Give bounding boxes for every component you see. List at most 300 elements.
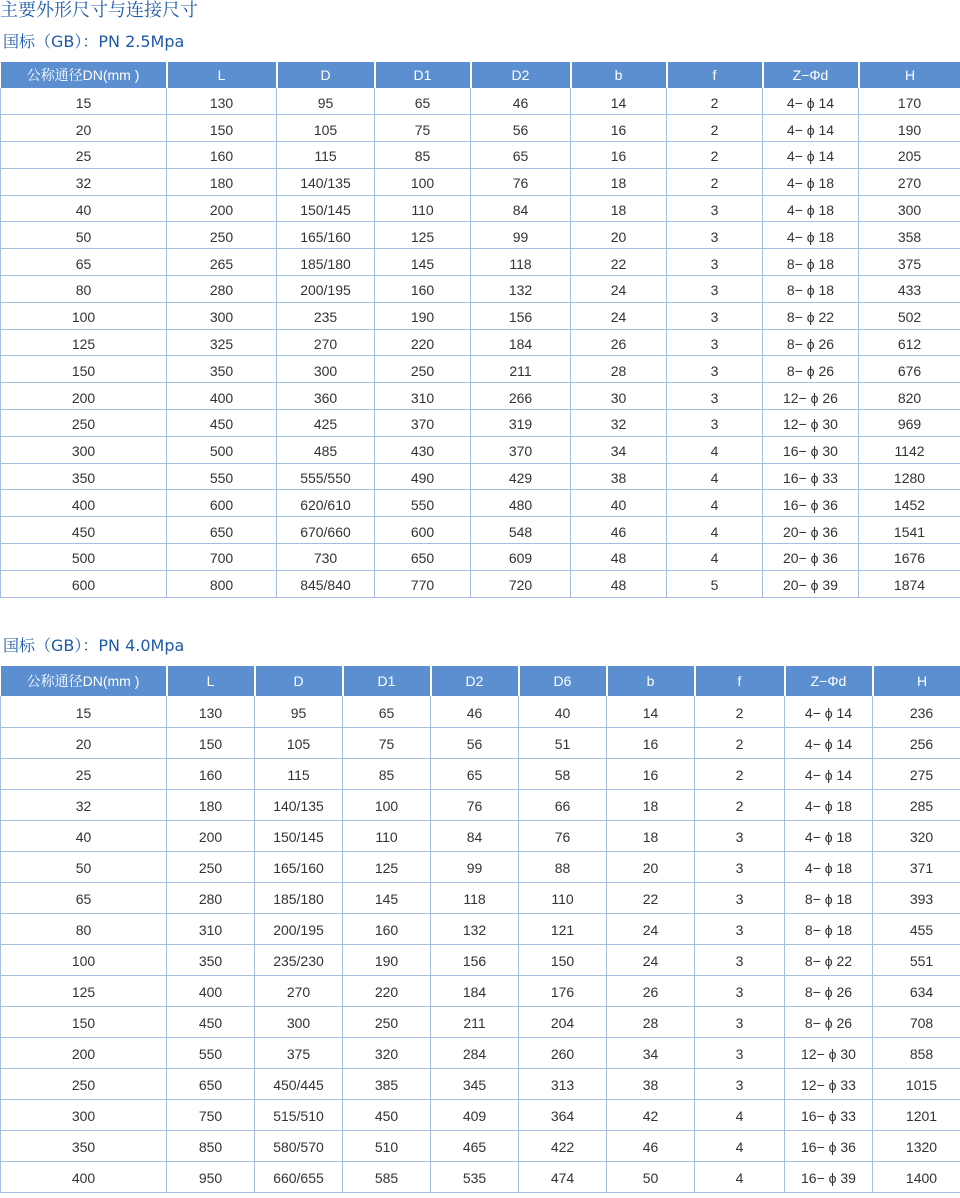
table-cell: 105 [277, 115, 375, 142]
table-cell: 12− ϕ 26 [763, 383, 859, 410]
table-cell: 32 [1, 789, 167, 820]
table-cell: 16 [571, 142, 667, 169]
table-cell: 100 [343, 789, 431, 820]
table-cell: 1541 [859, 517, 960, 544]
table-cell: 256 [873, 727, 960, 758]
table-cell: 385 [343, 1068, 431, 1099]
table-cell: 99 [471, 222, 571, 249]
table-cell: 515/510 [255, 1099, 343, 1130]
column-header: Z−Φd [763, 62, 859, 88]
table-cell: 8− ϕ 18 [785, 882, 873, 913]
table-cell: 38 [571, 463, 667, 490]
table-cell: 65 [1, 882, 167, 913]
table-cell: 490 [375, 463, 471, 490]
table-cell: 40 [571, 490, 667, 517]
table-cell: 708 [873, 1006, 960, 1037]
table-cell: 375 [255, 1037, 343, 1068]
table-cell: 969 [859, 410, 960, 437]
table-row [1, 490, 960, 517]
table-cell: 550 [167, 463, 277, 490]
table-cell: 24 [571, 302, 667, 329]
table-cell: 300 [167, 302, 277, 329]
table-cell: 75 [343, 727, 431, 758]
table-cell: 400 [167, 383, 277, 410]
table-cell: 80 [1, 913, 167, 944]
column-header: f [667, 62, 763, 88]
table-cell: 350 [167, 944, 255, 975]
table-cell: 950 [167, 1161, 255, 1192]
table-cell: 99 [431, 851, 519, 882]
table-cell: 300 [1, 1099, 167, 1130]
table-row [1, 1068, 960, 1099]
table-cell: 422 [519, 1130, 607, 1161]
table-header-row [1, 666, 960, 696]
table-cell: 200/195 [255, 913, 343, 944]
table-cell: 18 [607, 820, 695, 851]
table-cell: 350 [167, 356, 277, 383]
table-row [1, 222, 960, 249]
table-row [1, 913, 960, 944]
table-row [1, 276, 960, 303]
table-cell: 375 [859, 249, 960, 276]
table-cell: 32 [571, 410, 667, 437]
table-row [1, 851, 960, 882]
table-cell: 51 [519, 727, 607, 758]
table-cell: 4− ϕ 14 [763, 88, 859, 115]
table-cell: 20− ϕ 39 [763, 570, 859, 597]
table-row [1, 727, 960, 758]
table-cell: 450 [1, 517, 167, 544]
table-cell: 100 [1, 302, 167, 329]
table-cell: 211 [431, 1006, 519, 1037]
table-cell: 433 [859, 276, 960, 303]
table-cell: 300 [1, 436, 167, 463]
table-row [1, 1130, 960, 1161]
column-header: H [873, 666, 960, 696]
table-cell: 585 [343, 1161, 431, 1192]
table-cell: 2 [667, 168, 763, 195]
table-cell: 845/840 [277, 570, 375, 597]
table-cell: 4 [695, 1099, 785, 1130]
table-cell: 485 [277, 436, 375, 463]
table-row [1, 249, 960, 276]
table-cell: 145 [343, 882, 431, 913]
table-cell: 3 [667, 383, 763, 410]
column-header: Z−Φd [785, 666, 873, 696]
table-cell: 4 [667, 544, 763, 571]
table-cell: 555/550 [277, 463, 375, 490]
table-row [1, 1099, 960, 1130]
table-cell: 350 [1, 463, 167, 490]
table-cell: 284 [431, 1037, 519, 1068]
table-cell: 16 [607, 727, 695, 758]
column-header: 公称通径DN(mm ) [1, 62, 167, 88]
table-cell: 156 [431, 944, 519, 975]
column-header: D [277, 62, 375, 88]
table-cell: 50 [1, 222, 167, 249]
table-cell: 400 [1, 490, 167, 517]
table-cell: 2 [667, 88, 763, 115]
table-cell: 18 [571, 168, 667, 195]
table-cell: 130 [167, 88, 277, 115]
table-cell: 16− ϕ 36 [785, 1130, 873, 1161]
table-cell: 285 [873, 789, 960, 820]
table-cell: 8− ϕ 18 [785, 913, 873, 944]
table-cell: 2 [667, 142, 763, 169]
table-cell: 3 [695, 882, 785, 913]
table-row [1, 570, 960, 597]
table-cell: 110 [375, 195, 471, 222]
table-cell: 156 [471, 302, 571, 329]
table-cell: 18 [571, 195, 667, 222]
table-cell: 3 [695, 820, 785, 851]
table-cell: 4− ϕ 18 [763, 168, 859, 195]
table-cell: 85 [375, 142, 471, 169]
table-cell: 211 [471, 356, 571, 383]
table-title-pn25: 国标（GB）：PN 2.5Mpa [3, 32, 185, 51]
table-cell: 24 [607, 944, 695, 975]
table-cell: 76 [519, 820, 607, 851]
table-cell: 535 [431, 1161, 519, 1192]
column-header: D2 [431, 666, 519, 696]
table-cell: 125 [1, 975, 167, 1006]
table-header-row [1, 62, 960, 88]
table-cell: 1142 [859, 436, 960, 463]
table-cell: 185/180 [277, 249, 375, 276]
table-cell: 26 [571, 329, 667, 356]
table-cell: 4− ϕ 18 [785, 820, 873, 851]
table-cell: 502 [859, 302, 960, 329]
table-cell: 46 [471, 88, 571, 115]
table-cell: 88 [519, 851, 607, 882]
table-cell: 8− ϕ 18 [763, 249, 859, 276]
table-cell: 750 [167, 1099, 255, 1130]
table-cell: 612 [859, 329, 960, 356]
table-cell: 250 [375, 356, 471, 383]
table-cell: 1676 [859, 544, 960, 571]
table-cell: 14 [607, 696, 695, 727]
table-cell: 858 [873, 1037, 960, 1068]
table-cell: 465 [431, 1130, 519, 1161]
table-cell: 15 [1, 696, 167, 727]
column-header: 公称通径DN(mm ) [1, 666, 167, 696]
table-cell: 370 [471, 436, 571, 463]
table-cell: 3 [695, 944, 785, 975]
table-cell: 480 [471, 490, 571, 517]
table-cell: 450/445 [255, 1068, 343, 1099]
table-cell: 358 [859, 222, 960, 249]
table-cell: 4− ϕ 18 [763, 222, 859, 249]
column-header: L [167, 62, 277, 88]
table-cell: 425 [277, 410, 375, 437]
table-cell: 4− ϕ 14 [785, 758, 873, 789]
table-cell: 150 [519, 944, 607, 975]
table-cell: 84 [471, 195, 571, 222]
table-cell: 320 [343, 1037, 431, 1068]
column-header: D2 [471, 62, 571, 88]
table-cell: 48 [571, 570, 667, 597]
table-cell: 8− ϕ 22 [785, 944, 873, 975]
table-cell: 4 [667, 490, 763, 517]
column-header: b [571, 62, 667, 88]
table-cell: 609 [471, 544, 571, 571]
table-cell: 190 [859, 115, 960, 142]
table-cell: 12− ϕ 30 [785, 1037, 873, 1068]
table-row [1, 758, 960, 789]
table-cell: 220 [375, 329, 471, 356]
table-cell: 250 [167, 222, 277, 249]
table-cell: 165/160 [277, 222, 375, 249]
table-cell: 118 [431, 882, 519, 913]
table-cell: 22 [571, 249, 667, 276]
table-cell: 250 [1, 1068, 167, 1099]
table-cell: 8− ϕ 26 [785, 1006, 873, 1037]
table-cell: 455 [873, 913, 960, 944]
table-cell: 28 [607, 1006, 695, 1037]
table-cell: 42 [607, 1099, 695, 1130]
table-cell: 20 [1, 115, 167, 142]
page-title: 主要外形尺寸与连接尺寸 [0, 0, 198, 21]
table-cell: 620/610 [277, 490, 375, 517]
table-row [1, 383, 960, 410]
table-cell: 95 [277, 88, 375, 115]
table-cell: 270 [277, 329, 375, 356]
table-row [1, 975, 960, 1006]
table-cell: 125 [375, 222, 471, 249]
table-cell: 130 [167, 696, 255, 727]
table-cell: 600 [167, 490, 277, 517]
table-cell: 204 [519, 1006, 607, 1037]
table-cell: 200 [167, 820, 255, 851]
table-cell: 20 [571, 222, 667, 249]
table-cell: 20 [607, 851, 695, 882]
table-cell: 450 [343, 1099, 431, 1130]
table-cell: 236 [873, 696, 960, 727]
table-cell: 38 [607, 1068, 695, 1099]
table-cell: 165/160 [255, 851, 343, 882]
table-cell: 660/655 [255, 1161, 343, 1192]
table-cell: 400 [1, 1161, 167, 1192]
table-cell: 310 [375, 383, 471, 410]
table-cell: 2 [695, 696, 785, 727]
table-cell: 150/145 [277, 195, 375, 222]
table-cell: 500 [1, 544, 167, 571]
table-cell: 16− ϕ 39 [785, 1161, 873, 1192]
table-cell: 3 [667, 356, 763, 383]
column-header: b [607, 666, 695, 696]
table-cell: 150 [167, 727, 255, 758]
table-cell: 250 [167, 851, 255, 882]
table-cell: 280 [167, 882, 255, 913]
table-cell: 65 [343, 696, 431, 727]
table-cell: 16 [571, 115, 667, 142]
table-cell: 360 [277, 383, 375, 410]
table-row [1, 820, 960, 851]
table-row [1, 410, 960, 437]
table-cell: 371 [873, 851, 960, 882]
column-header: L [167, 666, 255, 696]
table-cell: 50 [1, 851, 167, 882]
table-cell: 3 [695, 1068, 785, 1099]
table-cell: 3 [667, 410, 763, 437]
table-cell: 170 [859, 88, 960, 115]
table-cell: 313 [519, 1068, 607, 1099]
table-row [1, 1037, 960, 1068]
table-cell: 32 [1, 168, 167, 195]
table-cell: 676 [859, 356, 960, 383]
table-cell: 100 [1, 944, 167, 975]
table-cell: 580/570 [255, 1130, 343, 1161]
table-cell: 115 [277, 142, 375, 169]
table-cell: 65 [431, 758, 519, 789]
table-cell: 200 [167, 195, 277, 222]
table-cell: 184 [471, 329, 571, 356]
table-cell: 34 [607, 1037, 695, 1068]
table-row [1, 436, 960, 463]
table-cell: 34 [571, 436, 667, 463]
table-row [1, 356, 960, 383]
table-cell: 110 [519, 882, 607, 913]
table-cell: 2 [695, 789, 785, 820]
table-cell: 4 [667, 463, 763, 490]
table-cell: 280 [167, 276, 277, 303]
table-cell: 364 [519, 1099, 607, 1130]
table-row [1, 882, 960, 913]
table-row [1, 88, 960, 115]
table-cell: 429 [471, 463, 571, 490]
column-header: H [859, 62, 960, 88]
table-cell: 84 [431, 820, 519, 851]
table-cell: 320 [873, 820, 960, 851]
table-cell: 4− ϕ 14 [763, 115, 859, 142]
table-cell: 205 [859, 142, 960, 169]
table-cell: 80 [1, 276, 167, 303]
table-cell: 550 [167, 1037, 255, 1068]
table-cell: 4 [667, 436, 763, 463]
table-cell: 110 [343, 820, 431, 851]
table-cell: 3 [667, 302, 763, 329]
table-cell: 76 [471, 168, 571, 195]
table-cell: 20− ϕ 36 [763, 544, 859, 571]
table-cell: 3 [667, 222, 763, 249]
table-cell: 730 [277, 544, 375, 571]
table-cell: 551 [873, 944, 960, 975]
table-cell: 2 [695, 727, 785, 758]
table-cell: 40 [1, 195, 167, 222]
table-cell: 4 [667, 517, 763, 544]
table-cell: 510 [343, 1130, 431, 1161]
table-cell: 58 [519, 758, 607, 789]
table-cell: 16− ϕ 33 [763, 463, 859, 490]
table-cell: 319 [471, 410, 571, 437]
table-cell: 40 [519, 696, 607, 727]
table-cell: 300 [277, 356, 375, 383]
table-cell: 66 [519, 789, 607, 820]
table-cell: 265 [167, 249, 277, 276]
table-cell: 3 [695, 851, 785, 882]
table-cell: 14 [571, 88, 667, 115]
table-cell: 600 [375, 517, 471, 544]
table-cell: 176 [519, 975, 607, 1006]
table-cell: 1201 [873, 1099, 960, 1130]
table-cell: 310 [167, 913, 255, 944]
table-cell: 3 [667, 195, 763, 222]
table-cell: 180 [167, 168, 277, 195]
table-cell: 150 [1, 1006, 167, 1037]
table-cell: 4− ϕ 18 [763, 195, 859, 222]
table-cell: 548 [471, 517, 571, 544]
table-cell: 3 [695, 975, 785, 1006]
table-cell: 5 [667, 570, 763, 597]
table-cell: 121 [519, 913, 607, 944]
table-cell: 100 [375, 168, 471, 195]
table-cell: 266 [471, 383, 571, 410]
dimension-table-pn40 [0, 666, 960, 1193]
table-cell: 46 [607, 1130, 695, 1161]
table-title-pn40: 国标（GB）：PN 4.0Mpa [3, 636, 185, 655]
table-cell: 275 [873, 758, 960, 789]
table-row [1, 1006, 960, 1037]
table-cell: 150 [167, 115, 277, 142]
column-header: D1 [375, 62, 471, 88]
table-cell: 18 [607, 789, 695, 820]
table-cell: 430 [375, 436, 471, 463]
table-cell: 200 [1, 383, 167, 410]
table-cell: 820 [859, 383, 960, 410]
table-cell: 650 [375, 544, 471, 571]
table-cell: 28 [571, 356, 667, 383]
table-cell: 46 [571, 517, 667, 544]
table-cell: 550 [375, 490, 471, 517]
table-cell: 393 [873, 882, 960, 913]
table-cell: 65 [375, 88, 471, 115]
table-cell: 140/135 [277, 168, 375, 195]
table-row [1, 329, 960, 356]
table-cell: 24 [571, 276, 667, 303]
table-cell: 4− ϕ 18 [785, 851, 873, 882]
table-cell: 4 [695, 1130, 785, 1161]
table-cell: 132 [471, 276, 571, 303]
table-cell: 40 [1, 820, 167, 851]
table-cell: 190 [343, 944, 431, 975]
table-cell: 26 [607, 975, 695, 1006]
table-cell: 200 [1, 1037, 167, 1068]
table-cell: 12− ϕ 30 [763, 410, 859, 437]
table-cell: 8− ϕ 18 [763, 276, 859, 303]
table-cell: 1452 [859, 490, 960, 517]
table-cell: 235 [277, 302, 375, 329]
table-cell: 3 [667, 276, 763, 303]
table-cell: 1400 [873, 1161, 960, 1192]
table-cell: 770 [375, 570, 471, 597]
table-cell: 190 [375, 302, 471, 329]
table-cell: 700 [167, 544, 277, 571]
table-cell: 150/145 [255, 820, 343, 851]
table-cell: 200/195 [277, 276, 375, 303]
table-cell: 118 [471, 249, 571, 276]
table-cell: 3 [667, 329, 763, 356]
table-cell: 105 [255, 727, 343, 758]
table-cell: 4− ϕ 14 [785, 727, 873, 758]
table-cell: 150 [1, 356, 167, 383]
table-cell: 25 [1, 758, 167, 789]
table-row [1, 302, 960, 329]
table-cell: 650 [167, 1068, 255, 1099]
column-header: D1 [343, 666, 431, 696]
table-cell: 24 [607, 913, 695, 944]
table-cell: 50 [607, 1161, 695, 1192]
table-cell: 184 [431, 975, 519, 1006]
